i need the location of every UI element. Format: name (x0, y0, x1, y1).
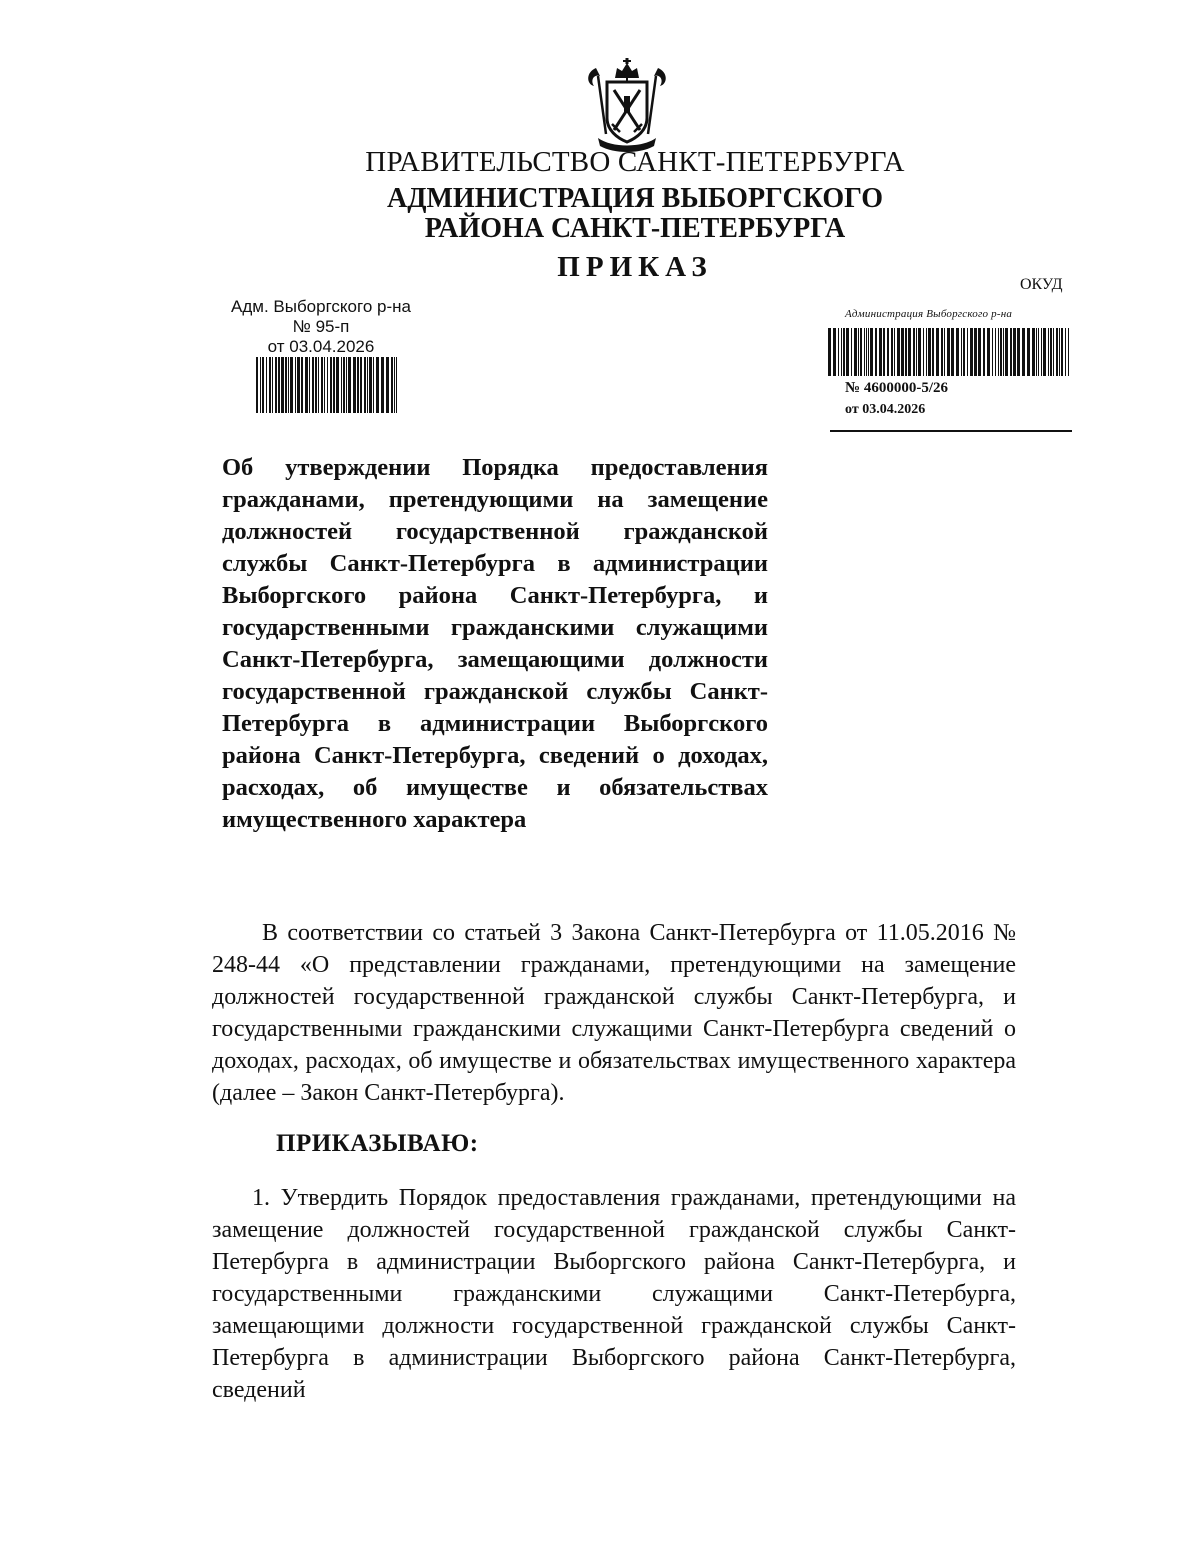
registration-stamp-left (228, 297, 414, 357)
stamp-left-number: № 95-п (292, 317, 350, 336)
barcode-right-icon (828, 328, 1070, 376)
stamp-right-number: № 4600000-5/26 (845, 380, 948, 396)
barcode-left-icon (256, 357, 398, 413)
administration-name-line2: РАЙОНА САНКТ-ПЕТЕРБУРГА (424, 213, 846, 244)
stamp-right-org: Администрация Выборгского р-на (845, 308, 1013, 320)
document-title: Об утверждении Порядка предоставления гражданами, претендующими на замещение должностей государственной гражданской службы Санкт-Петербурга в администрации Выборгского района Санкт-Петербурга, и государственными гражданскими служащими Санкт-Петербурга, замещающими должности государственной гражданской службы Санкт-Петербурга в администрации Выборгского района Санкт-Петербурга, сведений о доходах, расходах, об имуществе и обязательствах имущественного характера (222, 454, 768, 833)
stamp-right-date: от 03.04.2026 (845, 402, 926, 417)
coat-of-arms-icon (582, 58, 672, 154)
stamp-left-date: от 03.04.2026 (267, 337, 375, 356)
stamp-right-underline (830, 430, 1072, 432)
document-type: ПРИКАЗ (557, 251, 713, 283)
preamble-paragraph: В соответствии со статьей 3 Закона Санкт-Петербурга от 11.05.2016 № 248-44 «О представлении гражданами, претендующими на замещение должностей государственной гражданской службы Санкт-Петербурга, и государственными гражданскими служащими Санкт-Петербурга сведений о доходах, расходах, об имуществе и обязательствах имущественного характера (далее – Закон Санкт-Петербурга). (212, 920, 1016, 1106)
order-item-1: 1. Утвердить Порядок предоставления гражданами, претендующими на замещение должностей государственной гражданской службы Санкт-Петербурга в администрации Выборгского района Санкт-Петербурга, и государственными гражданскими служащими Санкт-Петербурга, замещающими должности государственной гражданской службы Санкт-Петербурга в администрации Выборгского района Санкт-Петербурга, сведений (212, 1185, 1016, 1403)
stamp-left-org: Адм. Выборгского р-на (231, 297, 411, 316)
okud-label: ОКУД (1020, 276, 1063, 293)
order-declaration: ПРИКАЗЫВАЮ: (276, 1130, 479, 1157)
administration-name-line1: АДМИНИСТРАЦИЯ ВЫБОРГСКОГО (387, 183, 883, 214)
government-name: ПРАВИТЕЛЬСТВО САНКТ-ПЕТЕРБУРГА (365, 146, 905, 178)
